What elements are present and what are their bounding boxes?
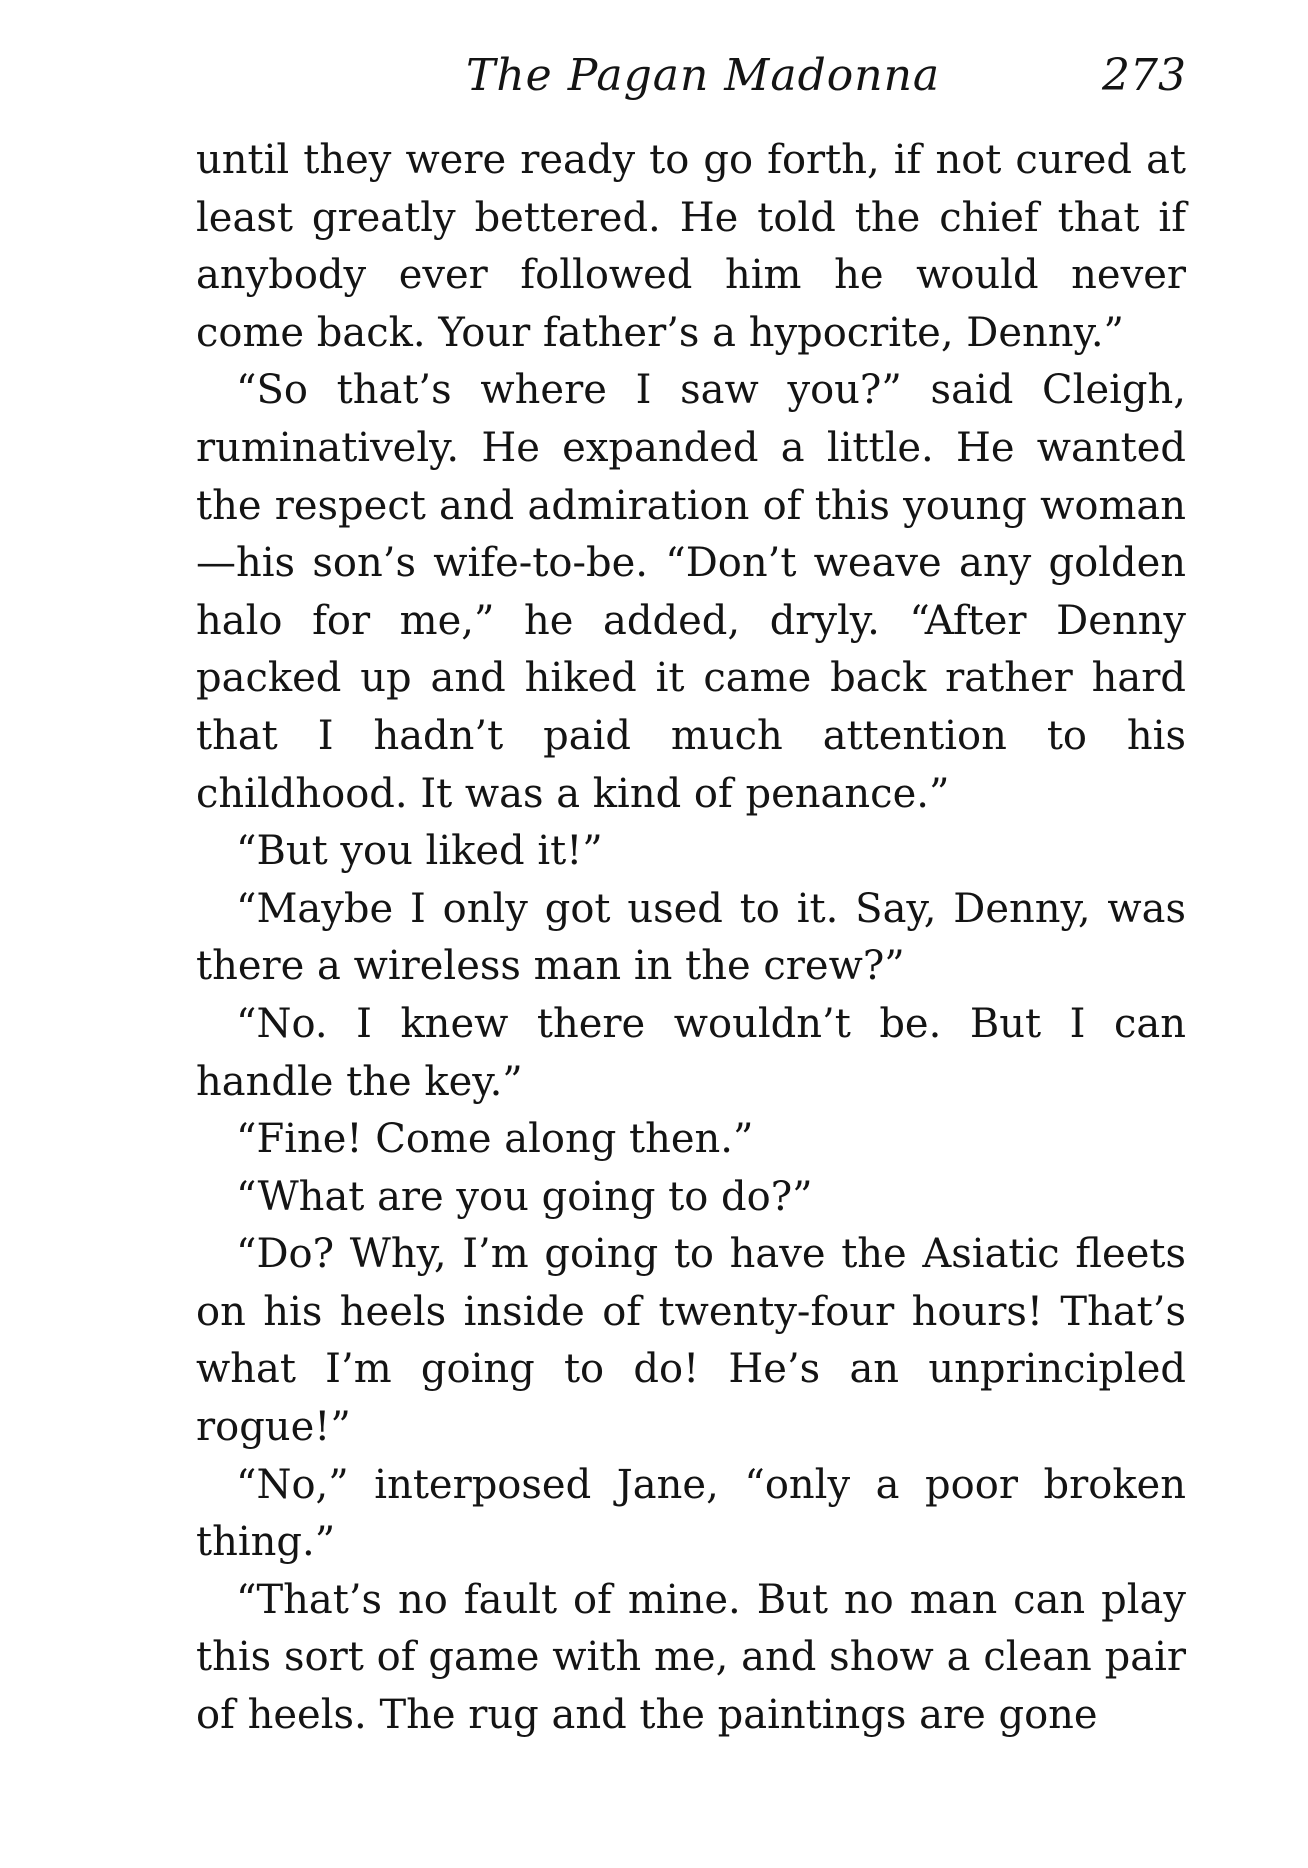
paragraph: “Do? Why, I’m going to have the Asiatic fleets on his heels inside of twenty-four hours! That’s what I’m going to do! He’s an unprincipled rogue!” — [196, 1231, 1186, 1451]
paragraph: “Maybe I only got used to it. Say, Denny, was there a wireless man in the crew?” — [196, 885, 1186, 990]
paragraph: “No,” interposed Jane, “only a poor broken thing.” — [196, 1461, 1186, 1566]
paragraph: “But you liked it!” — [236, 828, 603, 875]
paragraph: “What are you going to do?” — [236, 1173, 813, 1220]
page-body — [196, 132, 1186, 1745]
paragraph: “So that’s where I saw you?” said Cleigh, ruminatively. He expanded a little. He wanted the respect and admiration of this young woman—his son’s wife-to-be. “Don’t weave any golden halo for me,” he added, dryly. “After Denny packed up and hiked it came back rather hard that I hadn’t paid much attention to his childhood. It was a kind of penance.” — [196, 367, 1186, 817]
paragraph-continuation: until they were ready to go forth, if not cured at least greatly bettered. He told the chief that if anybody ever followed him he would never come back. Your father’s a hypocrite, Denny.” — [196, 137, 1186, 356]
paragraph: “No. I knew there wouldn’t be. But I can handle the key.” — [196, 1000, 1186, 1105]
paragraph: “Fine! Come along then.” — [236, 1116, 754, 1163]
running-header — [196, 50, 1186, 120]
page-number: 273 — [1102, 50, 1186, 101]
paragraph: “That’s no fault of mine. But no man can play this sort of game with me, and show a clean pair of heels. The rug and the paintings are gone — [196, 1576, 1186, 1739]
running-title: The Pagan Madonna — [466, 50, 941, 101]
